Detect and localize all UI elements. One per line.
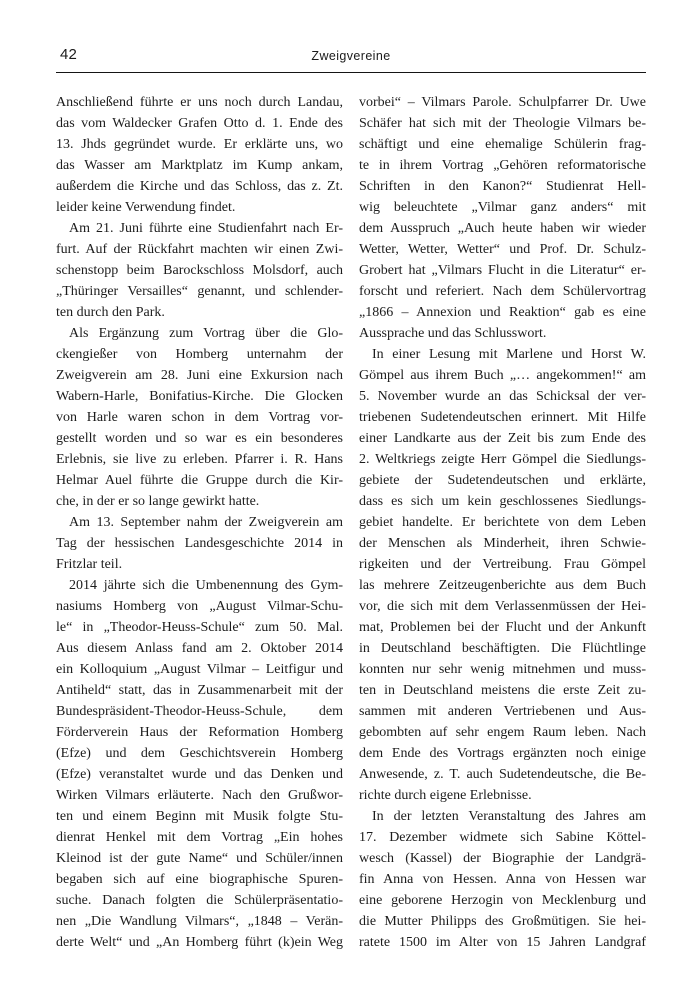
text-line: ten durch den Park. bbox=[56, 305, 165, 320]
text-line: Helmar Auel führte die Gruppe durch die Kir- bbox=[56, 473, 343, 488]
text-line: fin Anna von Hessen. Anna von Hessen war bbox=[359, 872, 646, 887]
text-line: von Harle waren schon in dem Vortrag vor- bbox=[56, 410, 343, 425]
text-line: wesch (Kassel) der Biographie der Landgrä- bbox=[359, 851, 646, 866]
text-line: (Efze) veranstaltet wurde und das Denken und bbox=[56, 767, 343, 782]
text-line: ten in Deutschland meistens die erste Zeit zu- bbox=[359, 683, 646, 698]
text-line: Als Ergänzung zum Vortrag über die Glo- bbox=[69, 326, 343, 341]
text-line: forscht und referiert. Nach dem Schülervortrag bbox=[359, 284, 646, 299]
text-line: las mehrere Zeitzeugenberichte aus dem Buch bbox=[359, 578, 646, 593]
text-line: In einer Lesung mit Marlene und Horst W. bbox=[372, 347, 646, 362]
text-line: Fritzlar teil. bbox=[56, 557, 123, 572]
text-line: wig beleuchtete „Vilmar ganz anders“ mit bbox=[359, 200, 646, 215]
text-line: nen „Die Wandlung Vilmars“, „1848 – Verän- bbox=[56, 914, 343, 929]
text-line: Tag der hessischen Landesgeschichte 2014 in bbox=[56, 536, 343, 551]
text-line: 2. Weltkriegs zeigte Herr Gömpel die Siedlungs- bbox=[359, 452, 646, 467]
text-line: Wirken Vilmars erläuterte. Nach den Grußwor- bbox=[56, 788, 343, 803]
text-line: te in ihrem Vortrag „Gehören reformatorische bbox=[359, 158, 646, 173]
text-line: ten und einem Beginn mit Musik folgte Stu- bbox=[56, 809, 343, 824]
text-line: ckengießer von Homberg unternahm der bbox=[56, 347, 343, 362]
text-line: Bundespräsident-Theodor-Heuss-Schule, dem bbox=[56, 704, 343, 719]
text-line: Antiheld“ statt, das in Zusammenarbeit mit der bbox=[56, 683, 343, 698]
text-line: vor, die sich mit dem Verlassenmüssen der Hei- bbox=[359, 599, 646, 614]
text-line: Grobert hat „Vilmars Flucht in die Literatur“ er- bbox=[359, 263, 646, 278]
text-line: Anwesende, z. T. auch Sudetendeutsche, die Be- bbox=[359, 767, 646, 782]
text-line: eine geborene Herzogin von Mecklenburg und bbox=[359, 893, 646, 908]
text-line: begaben sich auf eine biographische Spuren- bbox=[56, 872, 343, 887]
text-line: Anschließend führte er uns noch durch Landau, bbox=[56, 95, 343, 110]
text-line: Kleinod ist der gute Name“ und Schüler/innen bbox=[56, 851, 343, 866]
text-line: dem Ausspruch „Auch heute haben wir wieder bbox=[359, 221, 646, 236]
text-line: einer Landkarte aus der Zeit bis zum Ende des bbox=[359, 431, 646, 446]
text-line: Am 13. September nahm der Zweigverein am bbox=[69, 515, 343, 530]
text-line: dass es sich um kein geschlossenes Siedlungs- bbox=[359, 494, 646, 509]
page-header bbox=[56, 46, 646, 64]
text-line: suche. Danach folgten die Schülerpräsentatio- bbox=[56, 893, 343, 908]
text-line: furt. Auf der Rückfahrt machten wir einen Zwi- bbox=[56, 242, 343, 257]
page-number: 42 bbox=[60, 46, 78, 63]
text-line: derte Welt“ und „An Homberg führt (k)ein Weg bbox=[56, 935, 343, 950]
text-line: die Mutter Philipps des Großmütigen. Sie hei- bbox=[359, 914, 646, 929]
text-line: dem Ende des Vortrags ergänzten noch einige bbox=[359, 746, 646, 761]
text-line: gebiete der Sudetendeutschen und erklärte, bbox=[359, 473, 646, 488]
text-line: vorbei“ – Vilmars Parole. Schulpfarrer Dr. Uwe bbox=[359, 95, 646, 110]
text-line: triebenen Sudetendeutschen erinnert. Mit Hilfe bbox=[359, 410, 646, 425]
text-line: sammen mit anderen Vertriebenen und Aus- bbox=[359, 704, 646, 719]
text-line: nasiums Homberg von „August Vilmar-Schu- bbox=[56, 599, 343, 614]
text-line: dienrat Henkel mit dem Vortrag „Ein hohes bbox=[56, 830, 343, 845]
text-line: 5. November wurde an das Schicksal der ver- bbox=[359, 389, 646, 404]
text-line: „Thüringer Versailles“ genannt, und schlender- bbox=[56, 284, 343, 299]
text-line: ratete 1500 im Alter von 15 Jahren Landgraf bbox=[359, 935, 646, 950]
text-line: mat, Problemen bei der Flucht und der Ankunft bbox=[359, 620, 646, 635]
text-line: 17. Dezember widmete sich Sabine Köttel- bbox=[359, 830, 646, 845]
text-line: (Efze) und dem Geschichtsverein Homberg bbox=[56, 746, 343, 761]
text-line: che, in der er so lange gewirkt hatte. bbox=[56, 494, 260, 509]
text-line: schäftigt und eine ehemalige Schülerin frag- bbox=[359, 137, 646, 152]
text-line: richte durch eigene Erlebnisse. bbox=[359, 788, 532, 803]
text-line: der Menschen als Minderheit, ihren Schwie- bbox=[359, 536, 646, 551]
column-left bbox=[56, 92, 343, 953]
text-line: 2014 jährte sich die Umbenennung des Gym- bbox=[69, 578, 343, 593]
column-right bbox=[359, 92, 646, 953]
text-line: „1866 – Annexion und Reaktion“ gab es eine bbox=[359, 305, 646, 320]
text-line: rigkeiten und der Vertreibung. Frau Gömpel bbox=[359, 557, 646, 572]
text-line: leider keine Verwendung findet. bbox=[56, 200, 236, 215]
text-line: Förderverein Haus der Reformation Homberg bbox=[56, 725, 343, 740]
text-line: Aussprache und das Schlusswort. bbox=[359, 326, 547, 341]
text-line: le“ in „Theodor-Heuss-Schule“ zum 50. Mal. bbox=[56, 620, 343, 635]
text-line: In der letzten Veranstaltung des Jahres am bbox=[372, 809, 646, 824]
text-line: 13. Jhds gegründet wurde. Er erklärte uns, wo bbox=[56, 137, 343, 152]
text-line: Am 21. Juni führte eine Studienfahrt nach Er- bbox=[69, 221, 343, 236]
running-title: Zweigvereine bbox=[311, 49, 391, 63]
text-line: außerdem die Kirche und das Schloss, das z. Zt. bbox=[56, 179, 343, 194]
text-line: gebiet handelte. Er berichtete von dem Leben bbox=[359, 515, 646, 530]
text-line: gebombten auf sehr engem Raum leben. Nach bbox=[359, 725, 646, 740]
text-line: Schriften in den Kanon?“ Studienrat Hell- bbox=[359, 179, 646, 194]
text-line: das vom Waldecker Grafen Otto d. 1. Ende des bbox=[56, 116, 343, 131]
text-line: schenstopp beim Barockschloss Molsdorf, auch bbox=[56, 263, 343, 278]
text-line: gestellt worden und so war es ein besonderes bbox=[56, 431, 343, 446]
text-line: ein Kolloquium „August Vilmar – Leitfigur und bbox=[56, 662, 343, 677]
text-line: Schäfer hat sich mit der Theologie Vilmars be- bbox=[359, 116, 646, 131]
text-line: Wetter, Wetter, Wetter“ und Prof. Dr. Schulz- bbox=[359, 242, 646, 257]
text-line: Erlebnis, sie live zu erleben. Pfarrer i. R. Hans bbox=[56, 452, 343, 467]
text-line: Zweigverein am 28. Juni eine Exkursion nach bbox=[56, 368, 343, 383]
text-columns bbox=[56, 92, 646, 953]
text-line: das Wasser am Marktplatz im Kump ankam, bbox=[56, 158, 343, 173]
text-line: konnten nur sehr wenig mitnehmen und muss- bbox=[359, 662, 646, 677]
text-line: Wabern-Harle, Bonifatius-Kirche. Die Glocken bbox=[56, 389, 343, 404]
text-line: Aus diesem Anlass fand am 2. Oktober 2014 bbox=[56, 641, 343, 656]
text-line: Gömpel aus ihrem Buch „… angekommen!“ am bbox=[359, 368, 646, 383]
text-line: in Deutschland beschäftigten. Die Flüchtlinge bbox=[359, 641, 646, 656]
header-rule bbox=[56, 72, 646, 73]
